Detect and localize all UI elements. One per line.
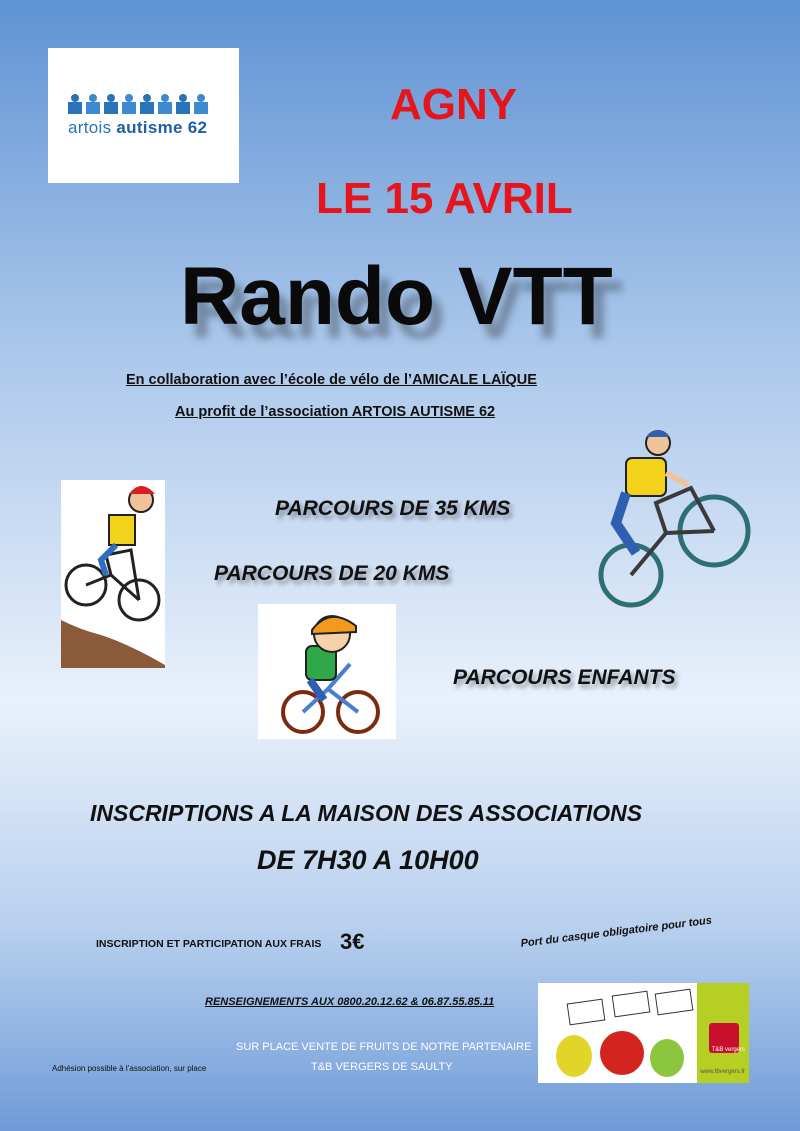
sign-icon xyxy=(612,991,651,1018)
route-20km: PARCOURS DE 20 KMS xyxy=(214,562,450,585)
contact-info: RENSEIGNEMENTS AUX 0800.20.12.62 & 06.87.55.85.11 xyxy=(205,996,495,1008)
beneficiary-line: Au profit de l’association ARTOIS AUTISME 62 xyxy=(175,404,496,420)
registration-location: INSCRIPTIONS A LA MAISON DES ASSOCIATIONS xyxy=(90,800,643,826)
logo-text xyxy=(68,118,207,138)
price-value: 3€ xyxy=(340,929,365,954)
child-cyclist-image xyxy=(258,604,396,739)
green-apple-icon xyxy=(650,1039,684,1077)
puzzle-people-icon xyxy=(66,92,221,116)
fruit-partner-logo xyxy=(538,983,749,1083)
cyclist-right-image xyxy=(596,423,754,616)
artois-autisme-logo xyxy=(48,48,239,183)
event-date: LE 15 AVRIL xyxy=(316,174,573,223)
membership-note: Adhésion possible à l’association, sur place xyxy=(52,1064,207,1073)
partner-name-line: T&B VERGERS DE SAULTY xyxy=(311,1061,453,1073)
partner-website: www.tbvergers.fr xyxy=(700,1069,745,1075)
pear-icon xyxy=(556,1035,592,1077)
cyclist-left-image xyxy=(61,480,165,668)
apple-icon xyxy=(600,1031,644,1075)
event-town: AGNY xyxy=(390,80,518,129)
logo-word-artois: artois xyxy=(68,118,112,137)
registration-hours: DE 7H30 A 10H00 xyxy=(257,845,479,875)
partner-badge-label: T&B vergers xyxy=(711,1047,745,1053)
sign-icon xyxy=(567,999,606,1026)
event-title: Rando VTT xyxy=(180,251,613,342)
helmet-note: Port du casque obligatoire pour tous xyxy=(520,914,713,950)
logo-word-autisme: autisme 62 xyxy=(116,118,208,137)
price-label: INSCRIPTION ET PARTICIPATION AUX FRAIS xyxy=(96,938,322,950)
route-kids: PARCOURS ENFANTS xyxy=(453,666,676,689)
partner-sale-line: SUR PLACE VENTE DE FRUITS DE NOTRE PARTENAIRE xyxy=(236,1041,532,1053)
sign-icon xyxy=(655,989,694,1016)
collaboration-line: En collaboration avec l’école de vélo de l’AMICALE LAÏQUE xyxy=(126,372,537,388)
route-35km: PARCOURS DE 35 KMS xyxy=(275,497,511,520)
